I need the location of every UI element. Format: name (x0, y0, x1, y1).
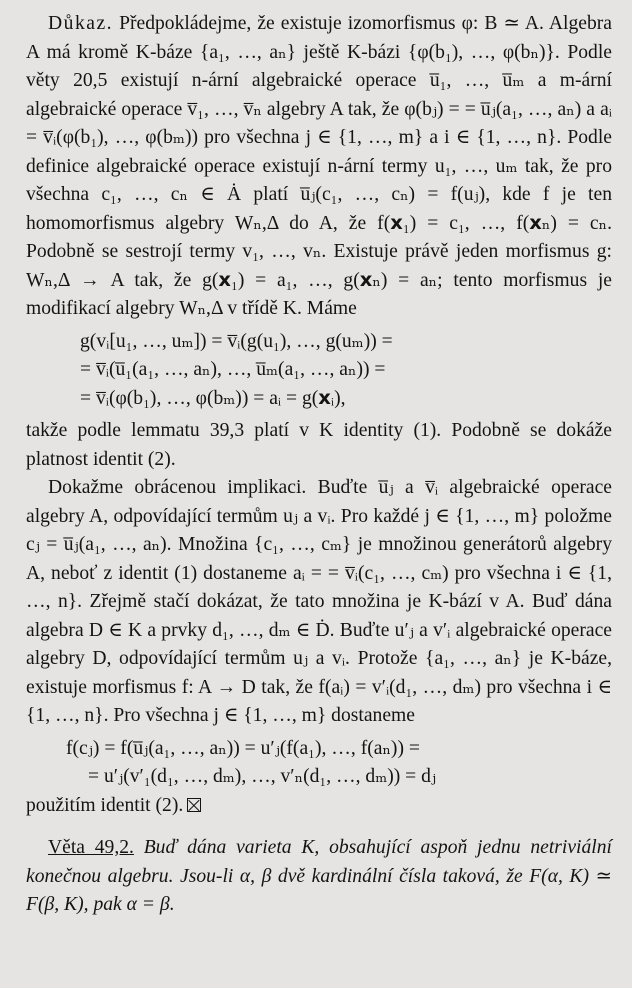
theorem-paragraph (26, 834, 612, 920)
proof-paragraph-3: Dokažme obrácenou implikaci. Buďte u̅ⱼ a v̅ᵢ algebraické operace algebry A, odpovídající termům uⱼ a vᵢ. Pro každé j ∈ {1, …, m} položme cⱼ = u̅ⱼ(a₁, …, aₙ). Množina {c₁, …, cₘ} je množinou generátorů algebry A, neboť z identit (1) dostaneme aᵢ = = v̅ᵢ(c₁, …, cₘ) pro všechna i ∈ {1, …, n}. Zřejmě stačí dokázat, že tato množina je K-bází v A. Buď dána algebra D ∈ K a prvky d₁, …, dₘ ∈ Ḋ. Buďte u′ⱼ a v′ᵢ algebraické operace algebry D, odpovídající termům uⱼ a vᵢ. Protože {a₁, …, aₙ} je K-báze, existuje morfismus f: A → D tak, že f(aᵢ) = v′ᵢ(d₁, …, dₘ) pro všechna i ∈ {1, …, n}. Pro všechna j ∈ {1, …, m} dostaneme (26, 477, 612, 726)
proof-text-1: Předpokládejme, že existuje izomorfismus φ: B ≃ A. Algebra A má kromě K-báze {a₁, …, aₙ} ještě K-bázi {φ(b₁), …, φ(bₙ)}. Podle věty 20,5 existují n-ární algebraické operace u̅₁, …, u̅ₘ a m-ární algebraické operace v̅₁, …, v̅ₙ algebry A tak, že φ(bⱼ) = = u̅ⱼ(a₁, …, aₙ) a aᵢ = v̅ᵢ(φ(b₁), …, φ(bₘ)) pro všechna j ∈ {1, …, m} a i ∈ {1, …, n}. Podle definice algebraické operace existují n-ární termy u₁, …, uₘ tak, že pro všechna c₁, …, cₙ ∈ Ȧ platí u̅ⱼ(c₁, …, cₙ) = f(uⱼ), kde f je ten homomorfismus algebry Wₙ,Δ do A, že f(𝘅₁) = c₁, …, f(𝘅ₙ) = cₙ. Podobně se sestrojí termy v₁, …, vₙ. Existuje právě jeden morfismus g: Wₙ,Δ → A tak, že g(𝘅₁) = a₁, …, g(𝘅ₙ) = aₙ; tento morfismus je modifikací algebry Wₙ,Δ v třídě K. Máme (26, 13, 612, 319)
proof-paragraph-4 (26, 792, 612, 821)
qed-icon (187, 798, 201, 812)
theorem-heading: Věta 49,2. (48, 837, 134, 858)
equation-2-line-2: = u′ⱼ(v′₁(d₁, …, dₘ), …, v′ₙ(d₁, …, dₘ)) = dⱼ (88, 766, 437, 787)
proof-paragraph-2: takže podle lemmatu 39,3 platí v K identity (1). Podobně se dokáže platnost identit (2). (26, 420, 612, 470)
theorem-body: Buď dána varieta K, obsahující aspoň jednu netriviální konečnou algebru. Jsou-li α, β dvě kardinální čísla taková, že F(α, K) ≃ F(β, K), pak α = β. (26, 837, 612, 915)
proof-paragraph-1 (26, 10, 612, 324)
equation-1-line-3: = v̅ᵢ(φ(b₁), …, φ(bₘ)) = aᵢ = g(𝘅ᵢ), (80, 387, 346, 409)
proof-heading: Důkaz. (48, 13, 114, 34)
equation-1-line-2: = v̅ᵢ(u̅₁(a₁, …, aₙ), …, u̅ₘ(a₁, …, aₙ)) = (80, 359, 386, 380)
proof-end-text: použitím identit (2). (26, 794, 184, 816)
equation-1-line-1: g(vᵢ[u₁, …, uₘ]) = v̅ᵢ(g(u₁), …, g(uₘ)) = (80, 330, 393, 352)
equation-2-line-1: f(cⱼ) = f(u̅ⱼ(a₁, …, aₙ)) = u′ⱼ(f(a₁), …, f(aₙ)) = (66, 737, 420, 759)
